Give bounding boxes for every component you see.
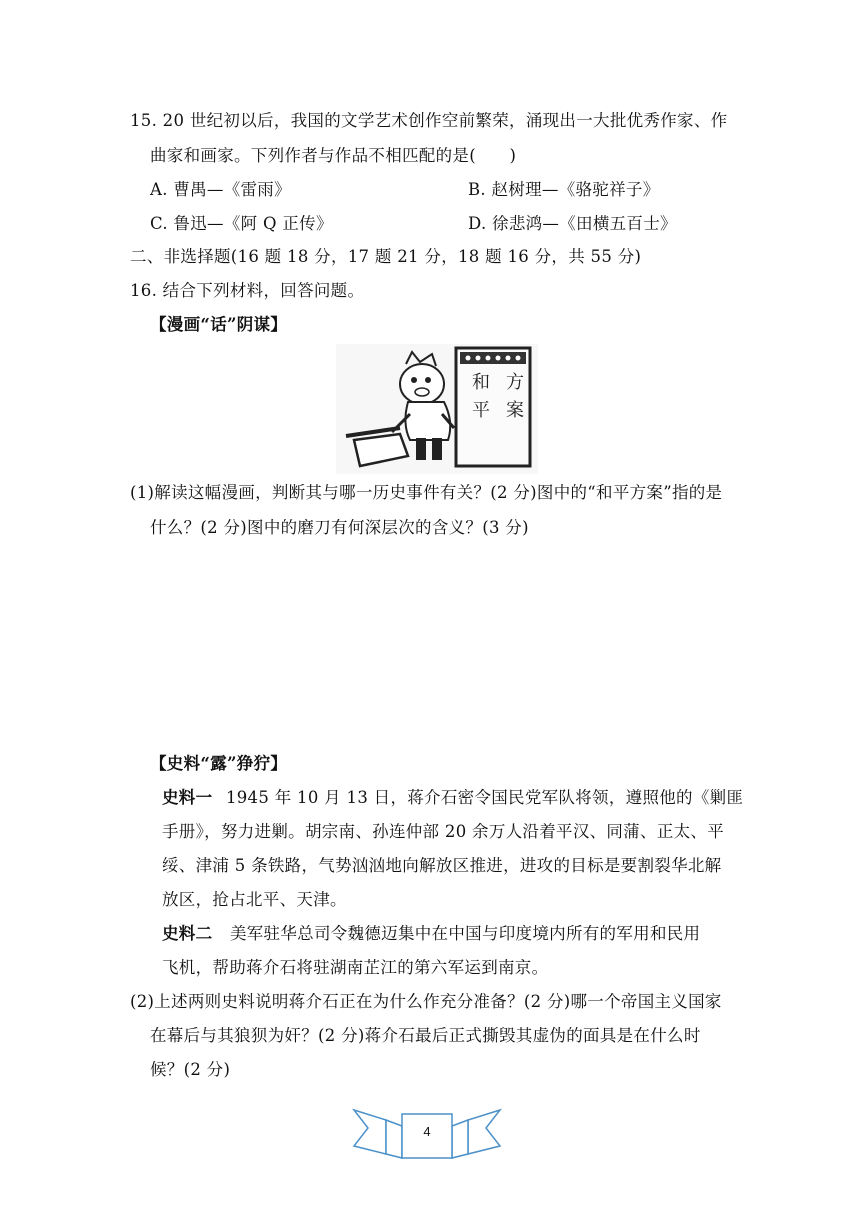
history-heading: 【史料“露”狰狞】 <box>150 754 288 773</box>
source1-line2: 手册》，努力进剿。胡宗南、孙连仲部 20 余万人沿着平汉、同蒲、正太、平 <box>162 822 725 841</box>
source1-label: 史料一 <box>162 788 213 807</box>
q16-sub1-line1: (1)解读这幅漫画，判断其与哪一历史事件有关？(2 分)图中的“和平方案”指的是 <box>130 483 723 502</box>
sign-char-3: 平 <box>472 400 490 421</box>
cartoon-image <box>336 344 538 474</box>
sign-char-4: 案 <box>506 400 524 421</box>
q15-stem-line2: 曲家和画家。下列作者与作品不相匹配的是( ) <box>150 146 517 165</box>
source2-line2: 飞机，帮助蒋介石将驻湖南芷江的第六军运到南京。 <box>162 958 549 977</box>
source1-line1 <box>162 787 743 809</box>
q15-stem-line1: 15. 20 世纪初以后，我国的文学艺术创作空前繁荣，涌现出一大批优秀作家、作 <box>130 111 728 130</box>
q16-sub2-line3: 候？(2 分) <box>150 1060 231 1079</box>
q16-sub2-line2: 在幕后与其狼狈为奸？(2 分)蒋介石最后正式撕毁其虚伪的面具是在什么时 <box>150 1026 701 1045</box>
section-heading: 二、非选择题(16 题 18 分，17 题 21 分，18 题 16 分，共 55 分) <box>130 247 642 266</box>
q16-intro: 16. 结合下列材料，回答问题。 <box>130 281 365 300</box>
cartoon-heading: 【漫画“话”阴谋】 <box>150 315 288 334</box>
q15-option-d: D. 徐悲鸿—《田横五百士》 <box>468 214 677 233</box>
q15-option-b: B. 赵树理—《骆驼祥子》 <box>468 180 660 199</box>
source1-text: 1945 年 10 月 13 日，蒋介石密令国民党军队将领，遵照他的《剿匪 <box>225 788 744 807</box>
q16-sub1-line2: 什么？(2 分)图中的磨刀有何深层次的含义？(3 分) <box>150 518 529 537</box>
sign-char-1: 和 <box>472 372 490 393</box>
source1-line3: 绥、津浦 5 条铁路，气势汹汹地向解放区推进，进攻的目标是要割裂华北解 <box>162 856 722 875</box>
sign-char-2: 方 <box>506 372 524 393</box>
source1-line4: 放区，抢占北平、天津。 <box>162 890 347 909</box>
source2-text: 美军驻华总司令魏德迈集中在中国与印度境内所有的军用和民用 <box>229 924 701 943</box>
source2-label: 史料二 <box>162 924 213 943</box>
q15-option-a: A. 曹禺—《雷雨》 <box>150 180 291 199</box>
q15-option-c: C. 鲁迅—《阿 Q 正传》 <box>150 214 333 233</box>
q16-sub2-line1: (2)上述两则史料说明蒋介石正在为什么作充分准备？(2 分)哪一个帝国主义国家 <box>130 992 722 1011</box>
source2-line1 <box>162 923 700 945</box>
page-number: 4 <box>423 1124 431 1139</box>
